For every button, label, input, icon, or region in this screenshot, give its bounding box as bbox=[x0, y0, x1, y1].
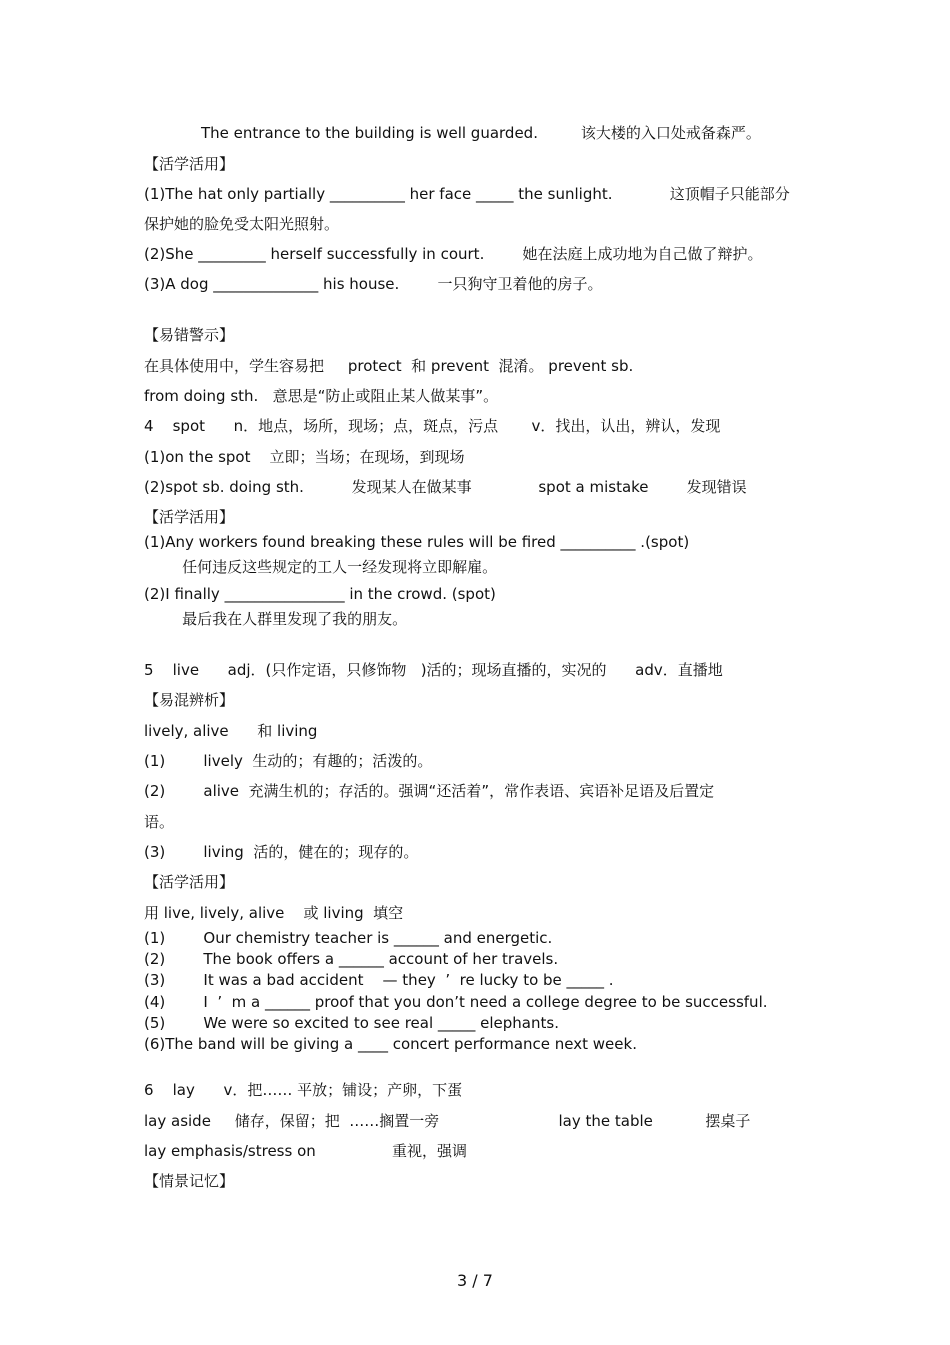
section-heading: 【情景记忆】 bbox=[144, 1172, 235, 1190]
entry-heading: 4 spot n．地点，场所，现场；点，斑点，污点 v．找出，认出，辨认，发现 bbox=[144, 417, 721, 435]
exercise-item: (5) We were so excited to see real _____ elephants. bbox=[144, 1014, 559, 1032]
text-line: 保护她的脸免受太阳光照射。 bbox=[144, 215, 340, 233]
text-line: lay emphasis/stress on 重视，强调 bbox=[144, 1142, 468, 1160]
section-heading: 【活学活用】 bbox=[144, 508, 235, 526]
text-line: from doing sth. 意思是“防止或阻止某人做某事”。 bbox=[144, 387, 499, 405]
text-line: The entrance to the building is well guarded. 该大楼的入口处戒备森严。 bbox=[201, 124, 761, 142]
section-heading: 【活学活用】 bbox=[144, 155, 235, 173]
text-line: 语。 bbox=[144, 813, 175, 831]
text-line: 最后我在人群里发现了我的朋友。 bbox=[144, 610, 408, 628]
exercise-item: (1) Our chemistry teacher is ______ and energetic. bbox=[144, 929, 553, 947]
section-heading: 【易错警示】 bbox=[144, 326, 235, 344]
text-line: (1) lively 生动的；有趣的；活泼的。 bbox=[144, 752, 433, 770]
text-line: lay aside 储存，保留；把 ……搁置一旁 lay the table 摆桌子 bbox=[144, 1112, 751, 1130]
text-line: 在具体使用中，学生容易把 protect 和 prevent 混淆。 prevent sb. bbox=[144, 357, 634, 375]
section-heading: 【活学活用】 bbox=[144, 873, 235, 891]
exercise-item: (2) The book offers a ______ account of her travels. bbox=[144, 950, 559, 968]
text-line: 任何违反这些规定的工人一经发现将立即解雇。 bbox=[144, 558, 498, 576]
section-heading: 【易混辨析】 bbox=[144, 691, 235, 709]
text-line: (2)She _________ herself successfully in court. 她在法庭上成功地为自己做了辩护。 bbox=[144, 245, 763, 263]
text-line: lively, alive 和 living bbox=[144, 722, 318, 740]
page-number: 3 / 7 bbox=[457, 1271, 493, 1290]
text-line: (1)Any workers found breaking these rules will be fired __________ .(spot) bbox=[144, 533, 690, 551]
text-line: (3) living 活的，健在的；现存的。 bbox=[144, 843, 419, 861]
text-line: 用 live, lively, alive 或 living 填空 bbox=[144, 904, 404, 922]
entry-heading: 5 live adj．(只作定语，只修饰物 )活的；现场直播的，实况的 adv．直播地 bbox=[144, 661, 723, 679]
exercise-item: (3) It was a bad accident — they ’ re lucky to be _____ . bbox=[144, 971, 614, 989]
text-line: (1)on the spot 立即；当场；在现场，到现场 bbox=[144, 448, 465, 466]
exercise-item: (6)The band will be giving a ____ concert performance next week. bbox=[144, 1035, 637, 1053]
text-line: (2)spot sb. doing sth. 发现某人在做某事 spot a mistake 发现错误 bbox=[144, 478, 747, 496]
entry-heading: 6 lay v．把…… 平放；铺设；产卵，下蛋 bbox=[144, 1081, 463, 1099]
text-line: (2)I finally ________________ in the crowd. (spot) bbox=[144, 585, 496, 603]
exercise-item: (4) I ’ m a ______ proof that you don’t need a college degree to be successful. bbox=[144, 993, 768, 1011]
text-line: (3)A dog ______________ his house. 一只狗守卫着他的房子。 bbox=[144, 275, 603, 293]
text-line: (1)The hat only partially __________ her face _____ the sunlight. 这顶帽子只能部分 bbox=[144, 185, 790, 203]
text-line: (2) alive 充满生机的；存活的。强调“还活着”，常作表语、宾语补足语及后置定 bbox=[144, 782, 715, 800]
